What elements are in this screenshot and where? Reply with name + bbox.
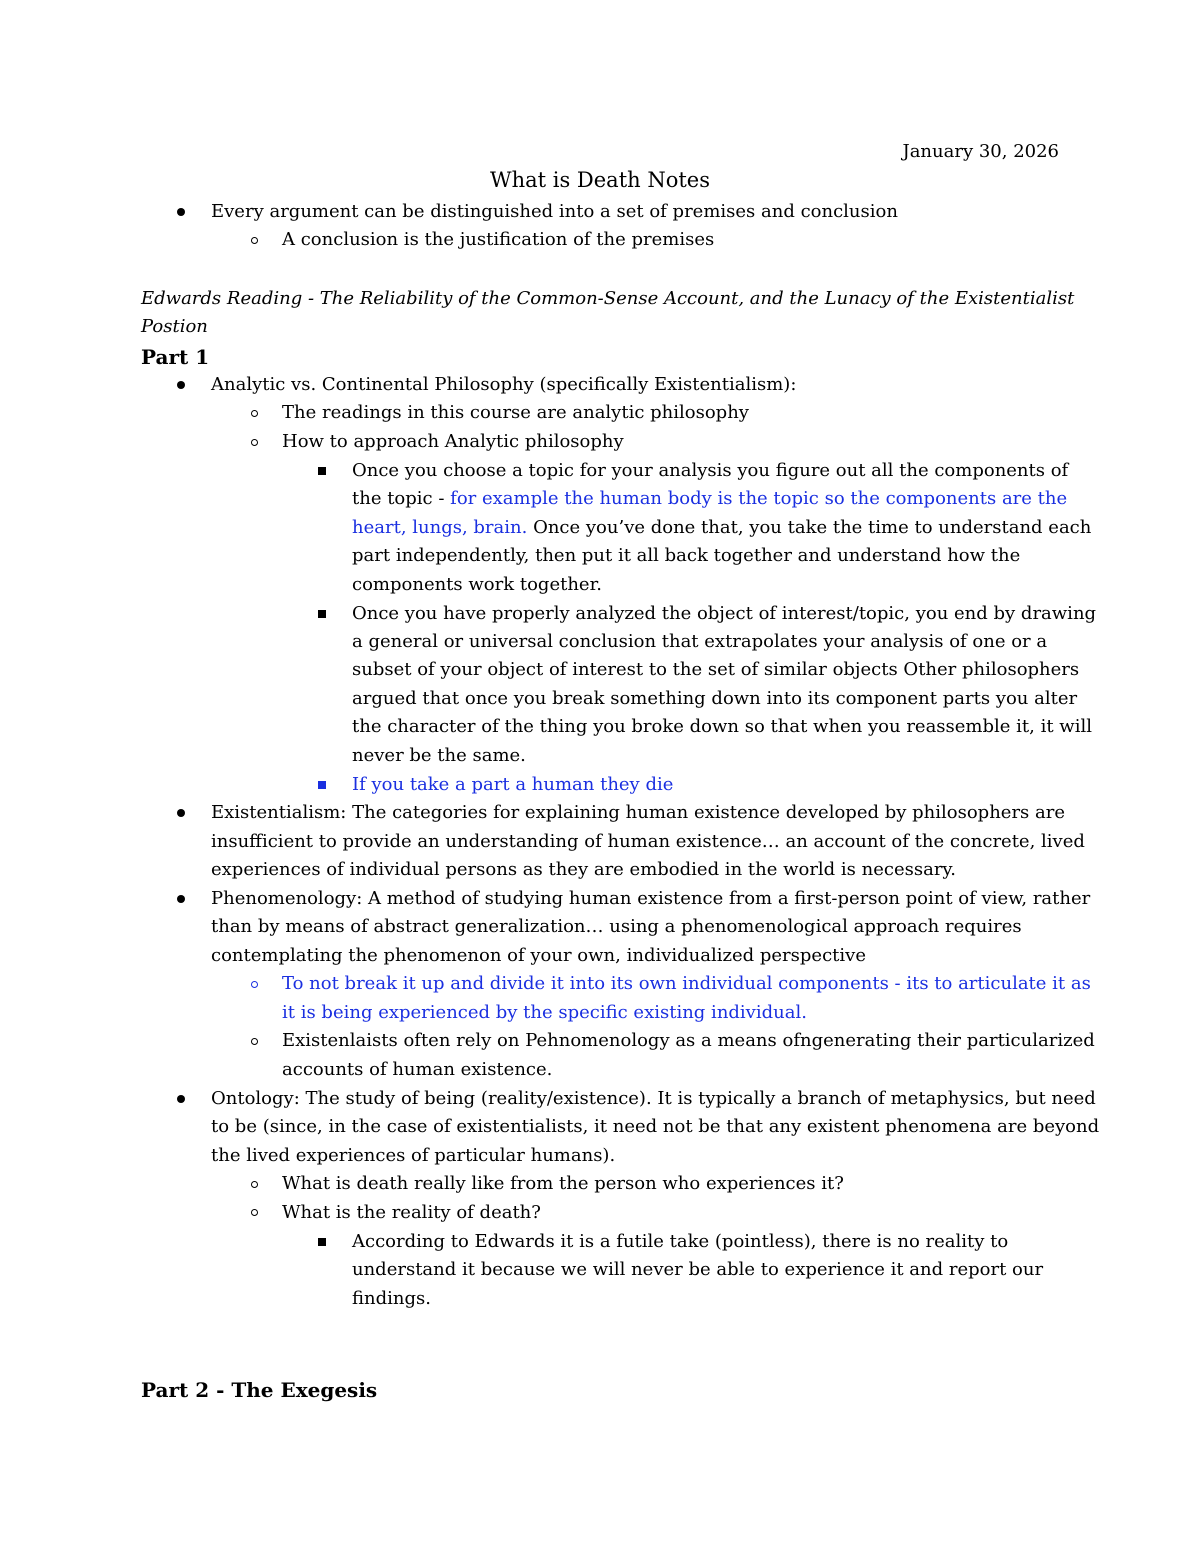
bullet-circle-icon <box>251 1181 258 1188</box>
bullet-disc-icon <box>177 1095 185 1103</box>
bullet-circle-icon <box>251 237 258 244</box>
intro-item: Every argument can be distinguished into a set of premises and conclusion <box>211 201 898 222</box>
text-line: Once you choose a topic for your analysis you figure out all the components of <box>352 460 1069 481</box>
text-line: accounts of human existence. <box>282 1059 553 1080</box>
bullet-disc-icon <box>177 208 185 216</box>
list-subitem: What is death really like from the person who experiences it? <box>282 1173 844 1194</box>
text-line: subset of your object of interest to the set of similar objects Other philosophers <box>352 659 1080 680</box>
text-line <box>352 485 1067 514</box>
text-line <box>352 514 1091 543</box>
text-line: According to Edwards it is a futile take (pointless), there is no reality to <box>352 1231 1009 1252</box>
part2-heading: Part 2 - The Exegesis <box>141 1378 378 1402</box>
annotation-text: If you take a part a human they die <box>352 774 674 795</box>
bullet-circle-icon <box>251 981 258 988</box>
text-line: than by means of abstract generalization… using a phenomenological approach requires <box>211 916 1022 937</box>
text-line: part independently, then put it all back together and understand how the <box>352 545 1021 566</box>
bullet-square-icon <box>318 467 326 475</box>
text-line: findings. <box>352 1288 431 1309</box>
part1-heading: Part 1 <box>141 345 210 369</box>
list-item-analytic: Analytic vs. Continental Philosophy (specifically Existentialism): <box>211 374 797 395</box>
text-line: Ontology: The study of being (reality/existence). It is typically a branch of metaphysics, but need <box>211 1088 1096 1109</box>
text-line: the character of the thing you broke down so that when you reassemble it, it will <box>352 716 1092 737</box>
text-line: insufficient to provide an understanding of human existence… an account of the concrete, lived <box>211 831 1085 852</box>
text-line: argued that once you break something down into its component parts you alter <box>352 688 1078 709</box>
text-line: components work together. <box>352 574 602 595</box>
document-title: What is Death Notes <box>490 168 710 192</box>
text-span: Once you’ve done that, you take the time to understand each <box>527 517 1092 538</box>
text-line: the lived experiences of particular humans). <box>211 1145 616 1166</box>
text-line: to be (since, in the case of existentialists, it need not be that any existent phenomena are beyond <box>211 1116 1100 1137</box>
text-span: the topic - <box>352 488 451 509</box>
text-line: Existenlaists often rely on Pehnomenology as a means ofngenerating their particularized <box>282 1030 1095 1051</box>
bullet-square-icon <box>318 610 326 618</box>
bullet-square-icon <box>318 781 326 789</box>
bullet-circle-icon <box>251 410 258 417</box>
bullet-circle-icon <box>251 1209 258 1216</box>
bullet-circle-icon <box>251 1038 258 1045</box>
intro-subitem: A conclusion is the justification of the premises <box>282 229 715 250</box>
text-line: experiences of individual persons as they are embodied in the world is necessary. <box>211 859 956 880</box>
bullet-disc-icon <box>177 895 185 903</box>
reading-title-line-1: Edwards Reading - The Reliability of the Common-Sense Account, and the Lunacy of the Existentialist <box>141 288 1075 309</box>
text-line: a general or universal conclusion that extrapolates your analysis of one or a <box>352 631 1048 652</box>
bullet-square-icon <box>318 1238 326 1246</box>
bullet-disc-icon <box>177 381 185 389</box>
list-subitem: What is the reality of death? <box>282 1202 541 1223</box>
list-subitem: The readings in this course are analytic philosophy <box>282 402 749 423</box>
text-line: understand it because we will never be able to experience it and report our <box>352 1259 1044 1280</box>
text-line: Once you have properly analyzed the object of interest/topic, you end by drawing <box>352 603 1097 624</box>
document-date: January 30, 2026 <box>902 141 1059 162</box>
annotation-text: To not break it up and divide it into its own individual components - its to articulate it as <box>282 973 1091 994</box>
bullet-circle-icon <box>251 439 258 446</box>
reading-title-line-2: Postion <box>141 316 208 337</box>
text-line: Phenomenology: A method of studying human existence from a first-person point of view, rather <box>211 888 1091 909</box>
annotation-text: it is being experienced by the specific existing individual. <box>282 1002 807 1023</box>
bullet-disc-icon <box>177 809 185 817</box>
annotation-text: for example the human body is the topic so the components are the <box>450 488 1068 509</box>
annotation-text: heart, lungs, brain. <box>352 517 528 538</box>
text-line: Existentialism: The categories for explaining human existence developed by philosophers are <box>211 802 1065 823</box>
text-line: contemplating the phenomenon of your own, individualized perspective <box>211 945 866 966</box>
list-subitem: How to approach Analytic philosophy <box>282 431 624 452</box>
text-line: never be the same. <box>352 745 526 766</box>
